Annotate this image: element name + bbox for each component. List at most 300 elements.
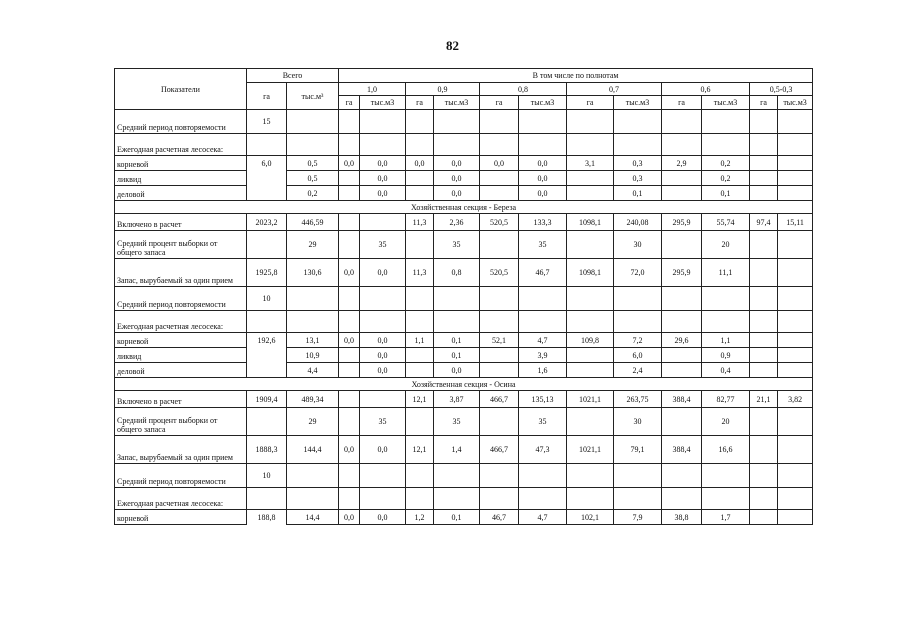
cell-value: 466,7 [480, 391, 519, 408]
cell-total-m3 [287, 464, 339, 488]
cell-value: 0,0 [360, 436, 406, 464]
cell-value: 0,0 [434, 171, 480, 186]
cell-value [750, 333, 778, 348]
table-row [115, 134, 813, 156]
cell-value: 1,6 [519, 363, 567, 378]
table-row [115, 311, 813, 333]
cell-value [480, 488, 519, 510]
cell-value: 21,1 [750, 391, 778, 408]
cell-value [434, 311, 480, 333]
cell-value: 240,08 [614, 214, 662, 231]
page-number: 82 [446, 38, 459, 53]
cell-total-m3: 0,5 [287, 171, 339, 186]
cell-value: 133,3 [519, 214, 567, 231]
header-unit-ha: га [480, 96, 519, 110]
cell-value: 79,1 [614, 436, 662, 464]
header-density: 1,0 [339, 83, 406, 96]
row-label: Запас, вырубаемый за один прием [115, 436, 247, 464]
cell-value [434, 110, 480, 134]
table-row [115, 408, 813, 436]
cell-value: 1,1 [406, 333, 434, 348]
cell-value [614, 110, 662, 134]
cell-value: 0,1 [434, 348, 480, 363]
header-density: 0,6 [662, 83, 750, 96]
cell-value [480, 231, 519, 259]
header-density: 0,5-0,3 [750, 83, 813, 96]
header-indicators: Показатели [115, 69, 247, 110]
cell-value: 52,1 [480, 333, 519, 348]
cell-value [567, 488, 614, 510]
cell-value [662, 464, 702, 488]
header-unit-ha: га [406, 96, 434, 110]
cell-total-m3: 0,5 [287, 156, 339, 171]
cell-value: 30 [614, 231, 662, 259]
cell-value [662, 186, 702, 201]
header-unit-m3: тыс.м3 [702, 96, 750, 110]
cell-total-ha [247, 311, 287, 333]
cell-value [406, 408, 434, 436]
cell-value [662, 134, 702, 156]
table-row [115, 110, 813, 134]
cell-value: 11,3 [406, 259, 434, 287]
cell-value: 38,8 [662, 510, 702, 525]
header-total-m3: тыс.м³ [287, 83, 339, 110]
cell-value [750, 311, 778, 333]
cell-value: 20 [702, 408, 750, 436]
cell-value: 0,0 [434, 156, 480, 171]
table-row [115, 231, 813, 259]
cell-value [406, 464, 434, 488]
cell-value [567, 464, 614, 488]
cell-value: 295,9 [662, 214, 702, 231]
cell-value [360, 488, 406, 510]
cell-value [519, 110, 567, 134]
cell-value [778, 488, 813, 510]
cell-value [406, 287, 434, 311]
cell-total-ha [247, 408, 287, 436]
cell-total-m3: 130,6 [287, 259, 339, 287]
cell-total-ha [247, 231, 287, 259]
cell-value: 11,3 [406, 214, 434, 231]
cell-value [480, 134, 519, 156]
cell-total-m3 [287, 110, 339, 134]
cell-value: 0,0 [519, 186, 567, 201]
cell-value [339, 214, 360, 231]
cell-value: 520,5 [480, 259, 519, 287]
cell-total-ha: 10 [247, 464, 287, 488]
cell-value: 0,1 [702, 186, 750, 201]
cell-value [567, 363, 614, 378]
cell-value: 97,4 [750, 214, 778, 231]
cell-total-m3: 29 [287, 231, 339, 259]
row-label: корневой [115, 333, 247, 348]
table-row [115, 287, 813, 311]
header-density: 0,9 [406, 83, 480, 96]
cell-value [567, 110, 614, 134]
cell-value [778, 408, 813, 436]
row-label: Средний период повторяемости [115, 464, 247, 488]
row-label: корневой [115, 156, 247, 171]
cell-value [406, 231, 434, 259]
section-row [115, 378, 813, 391]
cell-value: 466,7 [480, 436, 519, 464]
cell-value [662, 311, 702, 333]
cell-value: 35 [360, 231, 406, 259]
cell-total-ha: 10 [247, 287, 287, 311]
forest-cut-table [114, 68, 813, 525]
cell-value [702, 464, 750, 488]
row-label: Ежегодная расчетная лесосека: [115, 488, 247, 510]
row-label: Средний процент выборки от общего запаса [115, 231, 247, 259]
cell-value [750, 363, 778, 378]
cell-value: 0,1 [614, 186, 662, 201]
cell-total-ha: 2023,2 [247, 214, 287, 231]
cell-value [750, 156, 778, 171]
cell-value [360, 134, 406, 156]
cell-value [406, 186, 434, 201]
cell-value [778, 259, 813, 287]
cell-total-ha: 1909,4 [247, 391, 287, 408]
cell-value: 0,0 [360, 333, 406, 348]
cell-value [519, 287, 567, 311]
cell-value: 29,6 [662, 333, 702, 348]
cell-value [614, 464, 662, 488]
cell-value: 0,0 [360, 259, 406, 287]
header-unit-ha: га [339, 96, 360, 110]
cell-value [778, 156, 813, 171]
cell-total-m3: 10,9 [287, 348, 339, 363]
header-unit-ha: га [750, 96, 778, 110]
table-body [115, 110, 813, 525]
cell-value [434, 287, 480, 311]
row-label: Включено в расчет [115, 214, 247, 231]
cell-total-m3: 144,4 [287, 436, 339, 464]
row-label: ликвид [115, 348, 247, 363]
cell-value: 16,6 [702, 436, 750, 464]
cell-value: 520,5 [480, 214, 519, 231]
cell-value [360, 287, 406, 311]
cell-value: 6,0 [614, 348, 662, 363]
cell-value [750, 231, 778, 259]
cell-value [567, 348, 614, 363]
cell-value [406, 171, 434, 186]
cell-value: 4,7 [519, 510, 567, 525]
cell-value [480, 287, 519, 311]
cell-value: 0,3 [614, 171, 662, 186]
cell-total-m3: 13,1 [287, 333, 339, 348]
table-row [115, 186, 813, 201]
table-row [115, 464, 813, 488]
cell-total-m3: 29 [287, 408, 339, 436]
cell-value: 72,0 [614, 259, 662, 287]
table-row [115, 259, 813, 287]
cell-value: 2,4 [614, 363, 662, 378]
cell-value: 0,0 [339, 436, 360, 464]
cell-value [702, 110, 750, 134]
cell-value: 35 [434, 408, 480, 436]
cell-value [339, 408, 360, 436]
cell-value: 3,1 [567, 156, 614, 171]
table-row [115, 171, 813, 186]
cell-total-m3: 0,2 [287, 186, 339, 201]
cell-value [480, 110, 519, 134]
cell-value: 12,1 [406, 391, 434, 408]
cell-total-m3: 489,34 [287, 391, 339, 408]
cell-value [519, 488, 567, 510]
cell-value [778, 436, 813, 464]
cell-value: 0,0 [434, 186, 480, 201]
cell-value: 3,87 [434, 391, 480, 408]
cell-value [614, 488, 662, 510]
cell-value: 35 [519, 231, 567, 259]
cell-value: 55,74 [702, 214, 750, 231]
cell-value [480, 171, 519, 186]
table-row [115, 510, 813, 525]
header-by-density: В том числе по полнотам [339, 69, 813, 83]
cell-value [662, 287, 702, 311]
cell-value: 0,0 [360, 171, 406, 186]
cell-value [702, 311, 750, 333]
cell-value: 0,0 [360, 510, 406, 525]
header-unit-ha: га [662, 96, 702, 110]
cell-value: 0,0 [339, 333, 360, 348]
cell-total-ha [247, 171, 287, 186]
cell-value [702, 488, 750, 510]
cell-value: 263,75 [614, 391, 662, 408]
cell-value: 1,4 [434, 436, 480, 464]
cell-value [519, 311, 567, 333]
cell-value: 3,82 [778, 391, 813, 408]
cell-total-ha: 1925,8 [247, 259, 287, 287]
cell-value [339, 363, 360, 378]
cell-value [480, 348, 519, 363]
cell-value [662, 348, 702, 363]
cell-value [662, 408, 702, 436]
cell-value: 0,9 [702, 348, 750, 363]
cell-total-ha: 15 [247, 110, 287, 134]
cell-value: 82,77 [702, 391, 750, 408]
cell-value [406, 110, 434, 134]
cell-value: 1021,1 [567, 436, 614, 464]
cell-value: 0,0 [360, 156, 406, 171]
cell-value: 35 [434, 231, 480, 259]
cell-total-ha [247, 186, 287, 201]
row-label: деловой [115, 186, 247, 201]
cell-value [360, 391, 406, 408]
cell-value [750, 186, 778, 201]
cell-value [567, 186, 614, 201]
cell-value: 47,3 [519, 436, 567, 464]
header-unit-m3: тыс.м3 [360, 96, 406, 110]
cell-value [750, 464, 778, 488]
cell-value [778, 348, 813, 363]
cell-value [480, 311, 519, 333]
cell-total-m3 [287, 311, 339, 333]
cell-value [778, 363, 813, 378]
cell-value: 102,1 [567, 510, 614, 525]
cell-value: 1,2 [406, 510, 434, 525]
cell-value: 0,8 [434, 259, 480, 287]
row-label: Запас, вырубаемый за один прием [115, 259, 247, 287]
cell-value: 295,9 [662, 259, 702, 287]
cell-value [519, 464, 567, 488]
cell-value [339, 488, 360, 510]
cell-value: 0,1 [434, 333, 480, 348]
cell-value: 0,0 [480, 156, 519, 171]
cell-value [750, 488, 778, 510]
cell-value [480, 464, 519, 488]
row-label: Ежегодная расчетная лесосека: [115, 134, 247, 156]
cell-total-m3 [287, 488, 339, 510]
cell-value [750, 171, 778, 186]
cell-value [339, 287, 360, 311]
cell-total-ha [247, 134, 287, 156]
cell-value: 109,8 [567, 333, 614, 348]
cell-value: 0,0 [406, 156, 434, 171]
cell-value: 1,1 [702, 333, 750, 348]
cell-value: 1098,1 [567, 214, 614, 231]
cell-value [339, 186, 360, 201]
cell-value [662, 363, 702, 378]
header-density: 0,8 [480, 83, 567, 96]
cell-value [339, 464, 360, 488]
cell-total-ha: 1888,3 [247, 436, 287, 464]
cell-value [750, 134, 778, 156]
cell-value: 2,36 [434, 214, 480, 231]
cell-value [750, 259, 778, 287]
cell-value [567, 171, 614, 186]
row-label: ликвид [115, 171, 247, 186]
cell-value: 20 [702, 231, 750, 259]
header-unit-m3: тыс.м3 [778, 96, 813, 110]
cell-value [567, 311, 614, 333]
cell-value [778, 311, 813, 333]
cell-value [360, 214, 406, 231]
cell-value: 3,9 [519, 348, 567, 363]
cell-value [567, 134, 614, 156]
cell-value [750, 510, 778, 525]
cell-value: 0,2 [702, 171, 750, 186]
table-row [115, 333, 813, 348]
table-row [115, 348, 813, 363]
cell-value: 0,0 [339, 510, 360, 525]
cell-value: 35 [519, 408, 567, 436]
cell-value [702, 134, 750, 156]
cell-value [567, 287, 614, 311]
cell-value [406, 311, 434, 333]
cell-value [778, 171, 813, 186]
cell-value: 0,0 [339, 259, 360, 287]
cell-value: 1098,1 [567, 259, 614, 287]
cell-value: 0,0 [360, 186, 406, 201]
cell-value: 12,1 [406, 436, 434, 464]
cell-value [406, 488, 434, 510]
cell-value [750, 287, 778, 311]
row-label: деловой [115, 363, 247, 378]
header-unit-m3: тыс.м3 [434, 96, 480, 110]
cell-total-ha [247, 488, 287, 510]
cell-total-ha: 6,0 [247, 156, 287, 171]
cell-value [778, 110, 813, 134]
header-total: Всего [247, 69, 339, 83]
cell-value: 388,4 [662, 436, 702, 464]
cell-value [480, 408, 519, 436]
cell-value [750, 436, 778, 464]
cell-value [567, 231, 614, 259]
cell-value [778, 134, 813, 156]
cell-value: 0,2 [702, 156, 750, 171]
cell-value [406, 363, 434, 378]
cell-value: 46,7 [519, 259, 567, 287]
cell-value [339, 134, 360, 156]
cell-value [360, 464, 406, 488]
cell-value [702, 287, 750, 311]
cell-value: 0,1 [434, 510, 480, 525]
cell-value [614, 134, 662, 156]
cell-value [614, 287, 662, 311]
cell-value: 7,2 [614, 333, 662, 348]
table-row [115, 214, 813, 231]
cell-value: 4,7 [519, 333, 567, 348]
section-title: Хозяйственная секция - Береза [115, 201, 813, 214]
row-label: Средний период повторяемости [115, 287, 247, 311]
cell-value [662, 488, 702, 510]
cell-value [480, 186, 519, 201]
cell-value: 1021,1 [567, 391, 614, 408]
cell-value [434, 134, 480, 156]
cell-value [778, 464, 813, 488]
cell-value [750, 348, 778, 363]
row-label: Включено в расчет [115, 391, 247, 408]
cell-value: 0,0 [519, 171, 567, 186]
cell-value: 2,9 [662, 156, 702, 171]
cell-value: 0,3 [614, 156, 662, 171]
cell-value [480, 363, 519, 378]
cell-value [662, 171, 702, 186]
cell-value [567, 408, 614, 436]
cell-value: 388,4 [662, 391, 702, 408]
cell-value: 7,9 [614, 510, 662, 525]
row-label: Средний период повторяемости [115, 110, 247, 134]
cell-value [434, 488, 480, 510]
cell-value [750, 408, 778, 436]
cell-total-ha: 192,6 [247, 333, 287, 348]
cell-value [662, 110, 702, 134]
cell-total-ha [247, 363, 287, 378]
header-unit-ha: га [567, 96, 614, 110]
cell-value [778, 231, 813, 259]
header-unit-m3: тыс.м3 [614, 96, 662, 110]
cell-total-m3 [287, 134, 339, 156]
section-row [115, 201, 813, 214]
cell-value: 35 [360, 408, 406, 436]
table-row [115, 391, 813, 408]
cell-value [339, 171, 360, 186]
cell-total-m3: 446,59 [287, 214, 339, 231]
cell-value: 30 [614, 408, 662, 436]
cell-value: 0,0 [339, 156, 360, 171]
cell-value [339, 348, 360, 363]
table-row [115, 488, 813, 510]
header-density: 0,7 [567, 83, 662, 96]
header-unit-m3: тыс.м3 [519, 96, 567, 110]
cell-total-m3 [287, 287, 339, 311]
cell-value [339, 110, 360, 134]
header-total-ha: га [247, 83, 287, 110]
cell-value [778, 186, 813, 201]
cell-value: 11,1 [702, 259, 750, 287]
cell-total-m3: 14,4 [287, 510, 339, 525]
